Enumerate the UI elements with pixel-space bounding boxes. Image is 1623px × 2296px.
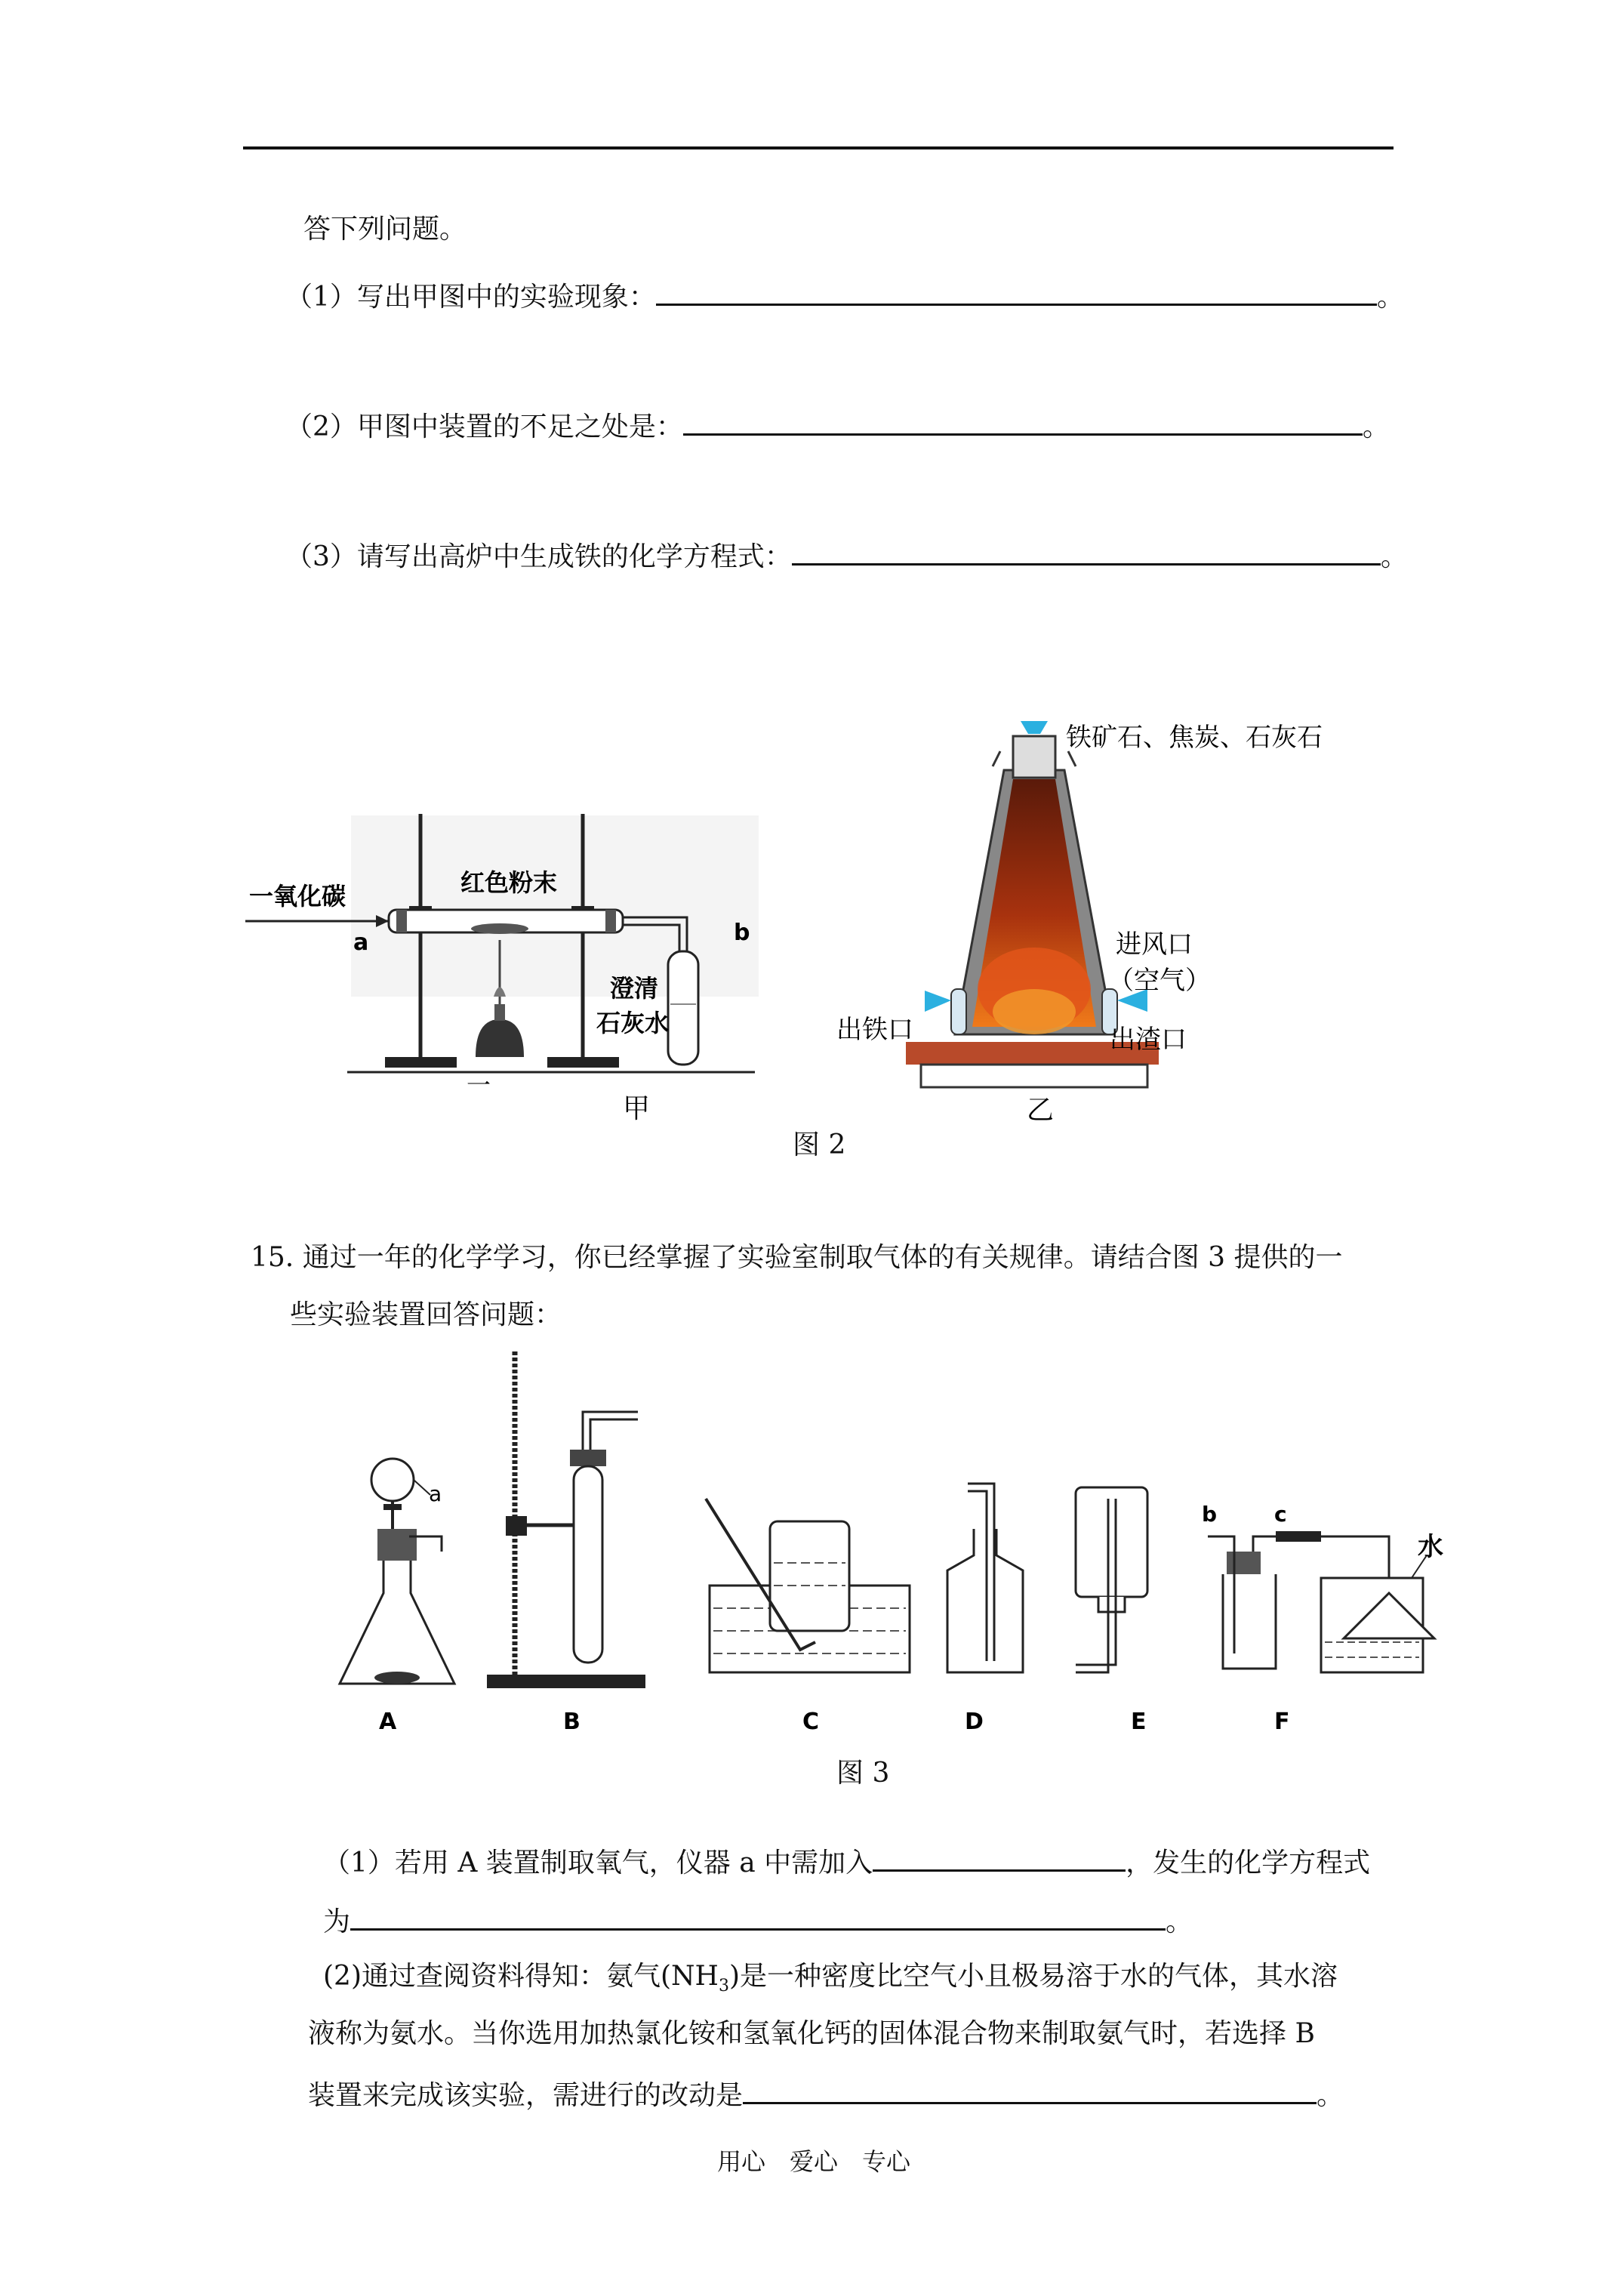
figure-3: [317, 1336, 1449, 1759]
intro-text: 答下列问题。: [303, 214, 467, 245]
air-inlet-label: 进风口: [1116, 929, 1193, 960]
page-footer: 用心 爱心 专心: [717, 2147, 911, 2176]
period: 。: [1380, 541, 1408, 572]
apparatus-d: [947, 1484, 1023, 1672]
answer-blank-q15-1a[interactable]: [873, 1844, 1126, 1872]
slag-outlet-label: 出渣口: [1110, 1025, 1187, 1055]
label-B: B: [563, 1709, 581, 1735]
inlet-a-label: a: [353, 929, 369, 956]
q15-part-1-line-1: [323, 1844, 1370, 1880]
figure-3-caption: 图 3: [836, 1758, 890, 1789]
figure-2-caption: 图 2: [793, 1130, 846, 1160]
answer-blank-1[interactable]: [656, 278, 1377, 306]
apparatus-b: [487, 1351, 645, 1688]
question-3-text: （3）请写出高炉中生成铁的化学方程式：: [285, 541, 792, 572]
apparatus-jia: [245, 814, 759, 1099]
label-a-funnel: a: [429, 1481, 442, 1506]
q15-part-1-text-b: ，发生的化学方程式: [1126, 1848, 1371, 1878]
iron-outlet-label: 出铁口: [836, 1015, 913, 1045]
period: 。: [1317, 2080, 1344, 2111]
q15-part-2-line-2: 液称为氨水。当你选用加热氯化铵和氢氧化钙的固体混合物来制取氨气时，若选择 B: [308, 2018, 1315, 2049]
q15-part-1-line-2: [323, 1903, 1193, 1939]
powder-label: 红色粉末: [460, 868, 558, 897]
limewater-label-2: 石灰水: [596, 1009, 670, 1037]
apparatus-c: [706, 1499, 910, 1672]
label-C: C: [802, 1709, 820, 1735]
label-E: E: [1131, 1709, 1147, 1735]
q15-part-1-text-c: 为: [323, 1906, 351, 1937]
q15-part-1-text-a: （1）若用 A 装置制取氧气，仪器 a 中需加入: [323, 1848, 873, 1878]
answer-blank-q15-2[interactable]: [743, 2076, 1317, 2104]
nh3-subscript: 3: [718, 1977, 729, 1996]
q15-part-2-text-d: 装置来完成该实验，需进行的改动是: [308, 2080, 744, 2111]
period: 。: [1362, 411, 1390, 442]
q15-line-1: 15. 通过一年的化学学习，你已经掌握了实验室制取气体的有关规律。请结合图 3 提供的一: [251, 1242, 1343, 1273]
q15-part-2-text-a: (2)通过查阅资料得知：氨气(NH: [323, 1961, 719, 1992]
question-1: [285, 278, 1404, 314]
apparatus-e: [1076, 1487, 1147, 1672]
question-2-text: （2）甲图中装置的不足之处是：: [285, 411, 683, 442]
air-label: （空气）: [1108, 966, 1211, 996]
question-1-text: （1）写出甲图中的实验现象：: [285, 282, 656, 313]
answer-blank-q15-1b[interactable]: [350, 1903, 1166, 1931]
apparatus-f: [1202, 1502, 1443, 1672]
limewater-label-1: 澄清: [610, 974, 659, 1003]
question-3: [285, 538, 1408, 574]
q15-part-2-line-1: [323, 1960, 1338, 2003]
label-c-port: c: [1274, 1502, 1287, 1527]
label-yi: 乙: [1027, 1095, 1055, 1126]
header-rule: [243, 146, 1394, 149]
water-label: 水: [1418, 1532, 1443, 1562]
answer-blank-2[interactable]: [683, 408, 1363, 436]
feed-label: 铁矿石、焦炭、石灰石: [1066, 723, 1323, 753]
apparatus-a: [340, 1459, 454, 1684]
q15-part-2-line-3: [308, 2076, 1344, 2113]
period: 。: [1376, 282, 1404, 313]
dash-mark: 一: [467, 1071, 491, 1099]
label-D: D: [965, 1709, 984, 1735]
answer-blank-3[interactable]: [792, 538, 1381, 566]
q15-part-2-text-b: )是一种密度比空气小且极易溶于水的气体，其水溶: [728, 1961, 1338, 1992]
outlet-b-label: b: [734, 920, 750, 946]
co-label: 一氧化碳: [249, 882, 346, 911]
blast-furnace: [836, 721, 1323, 1087]
label-F: F: [1274, 1709, 1290, 1735]
label-A: A: [379, 1709, 397, 1735]
period: 。: [1166, 1906, 1193, 1937]
question-2: [285, 408, 1390, 444]
label-jia: 甲: [623, 1093, 651, 1124]
q15-line-2: 些实验装置回答问题：: [290, 1299, 562, 1330]
label-b-port: b: [1202, 1502, 1218, 1527]
figure-2: [242, 680, 1374, 1163]
